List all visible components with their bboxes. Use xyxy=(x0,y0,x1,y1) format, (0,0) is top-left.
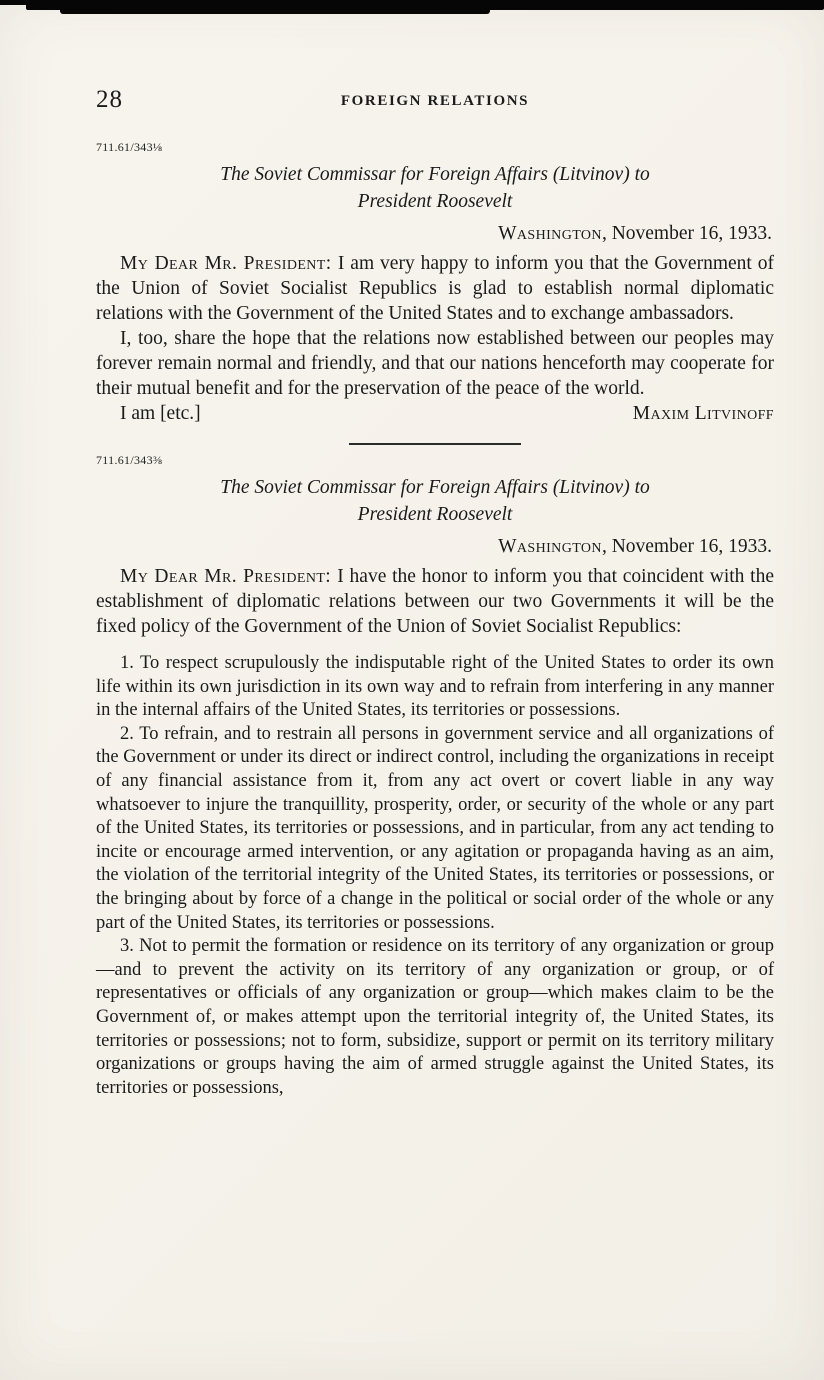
document-title xyxy=(96,474,774,528)
numbered-item-2: 2. To refrain, and to restrain all persons in government service and all organizations of the Government or under its direct or indirect control, including the organizations in receipt of any financial assistance from it, from any act overt or covert liable in any way whatsoever to injure the tranquillity, prosperity, order, or security of the whole or any part of the United States, its territories or possessions, and in particular, from any act tending to incite or encourage armed intervention, or any agitation or propaganda having as an aim, the violation of the territorial integrity of the United States, its territories or possessions, or the bringing about by force of a change in the political or social order of the whole or any part of the United States, its territories or possessions. xyxy=(96,723,774,933)
document-1 xyxy=(96,140,774,427)
document-2 xyxy=(96,453,774,1100)
document-title-line1: The Soviet Commissar for Foreign Affairs (Litvinov) to xyxy=(220,477,650,498)
document-title-line2: President Roosevelt xyxy=(357,504,513,525)
paragraph-text: I have the honor to inform you that coincident with the establishment of diplomatic relations between our two Governments it will be the fixed policy of the Government of the Union of Soviet Socialist Republics: xyxy=(96,566,774,637)
section-divider xyxy=(349,443,521,445)
file-number: 711.61/343⅜ xyxy=(96,453,163,467)
dateline xyxy=(96,223,772,245)
running-header: FOREIGN RELATIONS xyxy=(340,93,530,109)
closing-text: I am [etc.] xyxy=(120,403,201,424)
dateline xyxy=(96,536,772,558)
salutation: My Dear Mr. President: xyxy=(120,253,338,274)
document-title xyxy=(96,161,774,215)
body-paragraph: I, too, share the hope that the relations now established between our peoples may forever remain normal and friendly, and that our nations henceforth may cooperate for their mutual benefit and for the preservation of the peace of the world. xyxy=(96,328,774,399)
dateline-date: , November 16, 1933. xyxy=(601,536,772,557)
body-paragraph xyxy=(96,251,774,326)
dateline-date: , November 16, 1933. xyxy=(601,223,772,244)
signature: Maxim Litvinoff xyxy=(632,403,774,424)
numbered-item-1: 1. To respect scrupulously the indisputable right of the United States to order its own life within its own jurisdiction in its own way and to refrain from interfering in any manner in the internal affairs of the United States, its territories or possessions. xyxy=(96,653,774,721)
body-paragraph xyxy=(96,564,774,639)
page-header xyxy=(96,86,774,118)
dateline-place: Washington xyxy=(498,223,602,244)
scan-edge-artifact xyxy=(26,0,824,10)
paragraph-text: I am very happy to inform you that the Government of the Union of Soviet Socialist Republics is glad to establish normal diplomatic relations with the Government of the United States and to exchange ambassadors. xyxy=(96,253,774,324)
scan-edge-artifact xyxy=(0,0,30,5)
document-title-line1: The Soviet Commissar for Foreign Affairs (Litvinov) to xyxy=(220,164,650,185)
numbered-list xyxy=(96,652,774,1100)
scan-edge-artifact xyxy=(60,10,490,14)
numbered-item-3: 3. Not to permit the formation or residence on its territory of any organization or group—and to prevent the activity on its territory of any organization or group, or of representatives or officials of any organization or group—which makes claim to be the Government of, or makes attempt upon the territorial integrity of, the United States, its territories or possessions; not to form, subsidize, support or permit on its territory military organizations or groups having the aim of armed struggle against the United States, its territories or possessions, xyxy=(96,936,774,1098)
closing-row xyxy=(96,401,774,427)
salutation: My Dear Mr. President: xyxy=(120,566,338,587)
page-number: 28 xyxy=(96,86,123,113)
page-content xyxy=(96,86,774,1100)
dateline-place: Washington xyxy=(498,536,602,557)
file-number: 711.61/343⅛ xyxy=(96,140,163,154)
document-title-line2: President Roosevelt xyxy=(357,191,513,212)
